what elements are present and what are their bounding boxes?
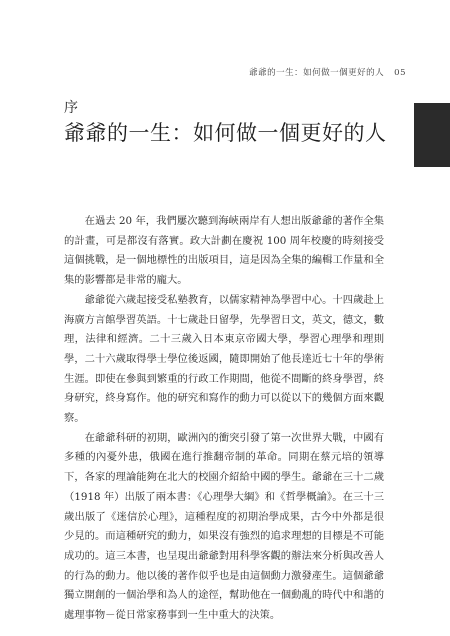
- body-text: [64, 212, 384, 626]
- running-header: [249, 66, 406, 78]
- section-label: 序: [64, 100, 78, 116]
- chapter-tab: [414, 103, 450, 167]
- paragraph: 在過去 20 年，我們屢次聽到海峽兩岸有人想出版爺爺的著作全集的計畫，可是都沒有落實。政大計劃在慶祝 100 周年校慶的時刻接受這個挑戰，是一個地標性的出版項目，這是因為全集的編輯工作量和全集的影響都是非常的龐大。: [64, 215, 384, 287]
- paragraph: 爺爺從六歲起接受私塾教育，以儒家精神為學習中心。十四歲赴上海廣方言館學習英語。十七歲赴日留學，先學習日文，英文，德文，數理，法律和經濟。二十三歲入日本東京帝國大學，學習心理學和理則學，二十六歲取得學士學位後返國，隨即開始了他長達近七十年的學術生涯。即使在參與到繁重的行政工作期間，他從不間斷的終身學習，終身研究，終身寫作。他的研究和寫作的動力可以從以下的幾個方面來觀察。: [64, 293, 384, 425]
- running-title: 爺爺的一生：如何做一個更好的人: [249, 68, 385, 78]
- page-title: 爺爺的一生：如何做一個更好的人: [64, 121, 387, 145]
- paragraph: 在爺爺科研的初期，歐洲內的衝突引發了第一次世界大戰，中國有多種的內憂外患，俄國在進行推翻帝制的革命。同期在蔡元培的領導下，各家的理論能夠在北大的校園介紹給中國的學生。爺爺在三十二歲（1918 年）出版了兩本書：《心理學大綱》和《哲學概論》。在三十三歲出版了《迷信於心理》，這種程度的初期治學成果，古今中外都是很少見的。而這種研究的動力，如果沒有強烈的追求理想的目標是不可能成功的。這三本書，也呈現出爺爺對用科學客觀的辦法來分析與改善人的行為的動力。他以後的著作似乎也是由這個動力激發產生。這個爺爺獨立開創的一個治學和為人的途徑，幫助他在一個動亂的時代中和諧的處理事物－從日常家務事到一生中重大的決策。: [64, 431, 384, 622]
- page-number: 05: [394, 68, 406, 78]
